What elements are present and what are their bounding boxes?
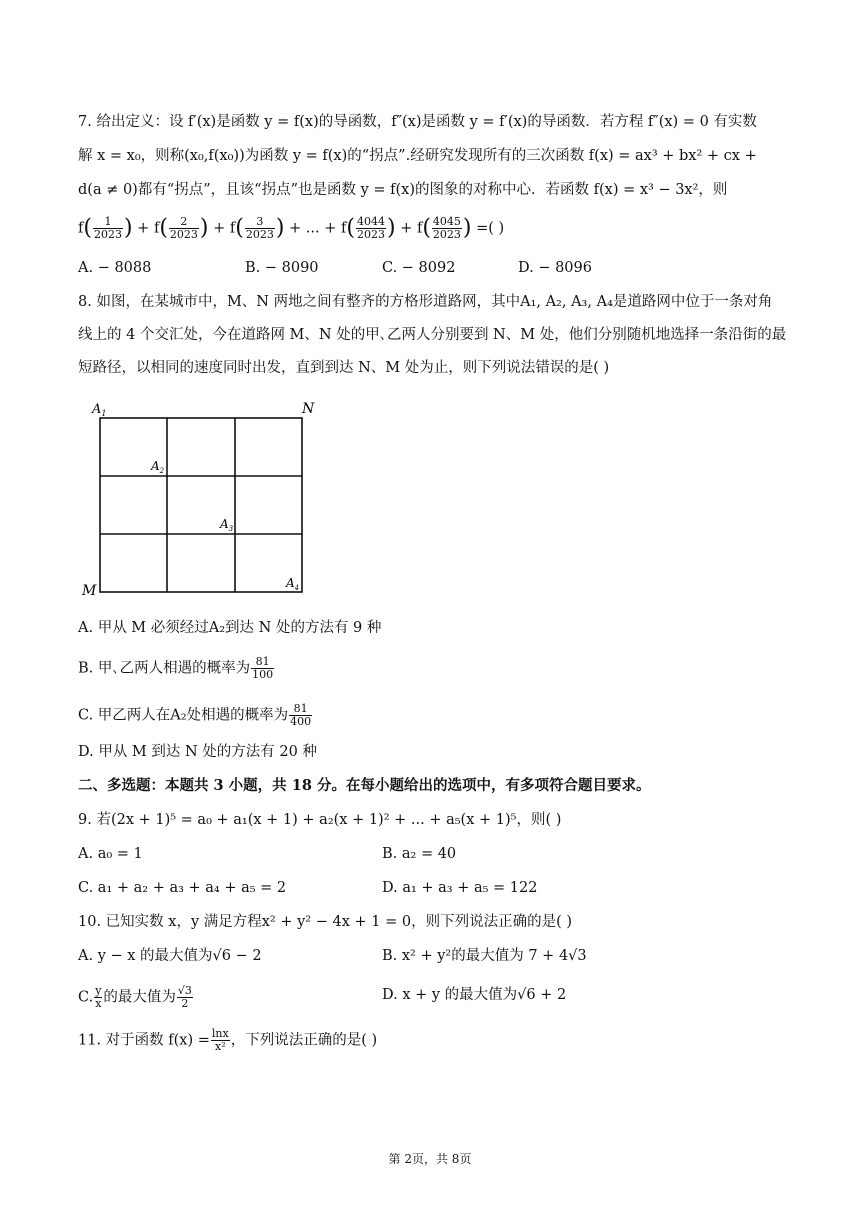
q8-option-c: C. 甲乙两人在A₂处相遇的概率为 $\frac{81}{400}$ (78, 702, 312, 728)
fraction: $\frac{3}{2023}$ (245, 215, 274, 241)
q9-option-a: A. a₀ = 1 (78, 846, 143, 862)
q7-line-1: 7. 给出定义：设 f′(x)是函数 y = f(x)的导函数，f″(x)是函数 y = f′(x)的导函数．若方程 f″(x) = 0 有实数 (78, 114, 757, 130)
fraction: $\frac{\ln x}{\text{x²}}$ (211, 1027, 229, 1053)
q9-option-b: B. a₂ = 40 (382, 846, 457, 862)
label-a3: $A_3$ (220, 517, 234, 533)
q7-option-a: A. − 8088 (78, 260, 152, 276)
q10-option-a: A. y − x 的最大值为√6 − 2 (78, 948, 262, 964)
q10-option-b: B. x² + y²的最大值为 7 + 4√3 (382, 948, 587, 964)
func-f: f (78, 220, 84, 237)
fraction: $\frac{81}{400}$ (290, 702, 312, 728)
q8-option-d: D. 甲从 M 到达 N 处的方法有 20 种 (78, 744, 317, 760)
label-a4: $A_4$ (286, 576, 300, 592)
fraction: $\frac{4044}{2023}$ (356, 215, 385, 241)
q11-stem: 11. 对于函数 f(x) = $\frac{\ln x}{\text{x²}}$ ，下列说法正确的是( ) (78, 1027, 378, 1053)
road-grid-figure (78, 395, 328, 605)
fraction: $\frac{81}{100}$ (252, 655, 274, 681)
q9-option-d: D. a₁ + a₃ + a₅ = 122 (382, 880, 538, 896)
q8-line-1: 8. 如图，在某城市中，M、N 两地之间有整齐的方格形道路网，其中A₁, A₂, A₃, A₄是道路网中位于一条对角 (78, 294, 773, 310)
q8-line-3: 短路径，以相同的速度同时出发，直到到达 N、M 处为止，则下列说法错误的是( ) (78, 360, 610, 376)
q7-line-3: d(a ≠ 0)都有“拐点”，且该“拐点”也是函数 y = f(x)的图象的对称中心．若函数 f(x) = x³ − 3x²，则 (78, 182, 728, 198)
section-heading: 二、多选题：本题共 3 小题，共 18 分。在每小题给出的选项中，有多项符合题目要求。 (78, 777, 651, 794)
q8-line-2: 线上的 4 个交汇处，今在道路网 M、N 处的甲､乙两人分别要到 N、M 处，他们分别随机地选择一条沿街的最 (78, 327, 787, 343)
q9-stem: 9. 若(2x + 1)⁵ = a₀ + a₁(x + 1) + a₂(x + 1)² + ... + a₅(x + 1)⁵，则( ) (78, 812, 562, 828)
fraction: $\frac{y}{x}$ (95, 984, 102, 1010)
q7-line-2: 解 x = x₀，则称(x₀,f(x₀))为函数 y = f(x)的“拐点”.经研究发现所有的三次函数 f(x) = ax³ + bx² + cx + (78, 148, 757, 164)
label-a2: $A_2$ (151, 459, 165, 475)
label-a1: $A_1$ (92, 402, 107, 418)
page-footer: 第 2页，共 8页 (388, 1152, 472, 1166)
q10-stem: 10. 已知实数 x，y 满足方程x² + y² − 4x + 1 = 0，则下列说法正确的是( ) (78, 914, 572, 930)
q10-option-d: D. x + y 的最大值为√6 + 2 (382, 987, 567, 1003)
label-n: N (302, 401, 315, 417)
q7-option-d: D. − 8096 (518, 260, 592, 276)
q10-option-c: C. $\frac{y}{x}$ 的最大值为 $\frac{√3}{2}$ (78, 984, 192, 1010)
fraction: $\frac{4045}{2023}$ (432, 215, 461, 241)
label-m: M (82, 583, 97, 599)
q7-expression: f( $\frac{1}{2023}$ ) + f( $\frac{2}{2023}$ ) + f( $\frac{3}{2023}$ ) + ... + f( $\frac{4044}{2023}$ ) + f( $\frac{4045}{2023}$ ) =( ) (78, 215, 505, 241)
q9-option-c: C. a₁ + a₂ + a₃ + a₄ + a₅ = 2 (78, 880, 287, 896)
fraction: $\frac{√3}{2}$ (177, 984, 192, 1010)
q8-option-b: B. 甲､乙两人相遇的概率为 $\frac{81}{100}$ (78, 655, 274, 681)
fraction: $\frac{1}{2023}$ (93, 215, 122, 241)
q8-option-a: A. 甲从 M 必须经过A₂到达 N 处的方法有 9 种 (78, 620, 382, 636)
fraction: $\frac{2}{2023}$ (169, 215, 198, 241)
q7-option-b: B. − 8090 (245, 260, 319, 276)
q7-option-c: C. − 8092 (382, 260, 456, 276)
